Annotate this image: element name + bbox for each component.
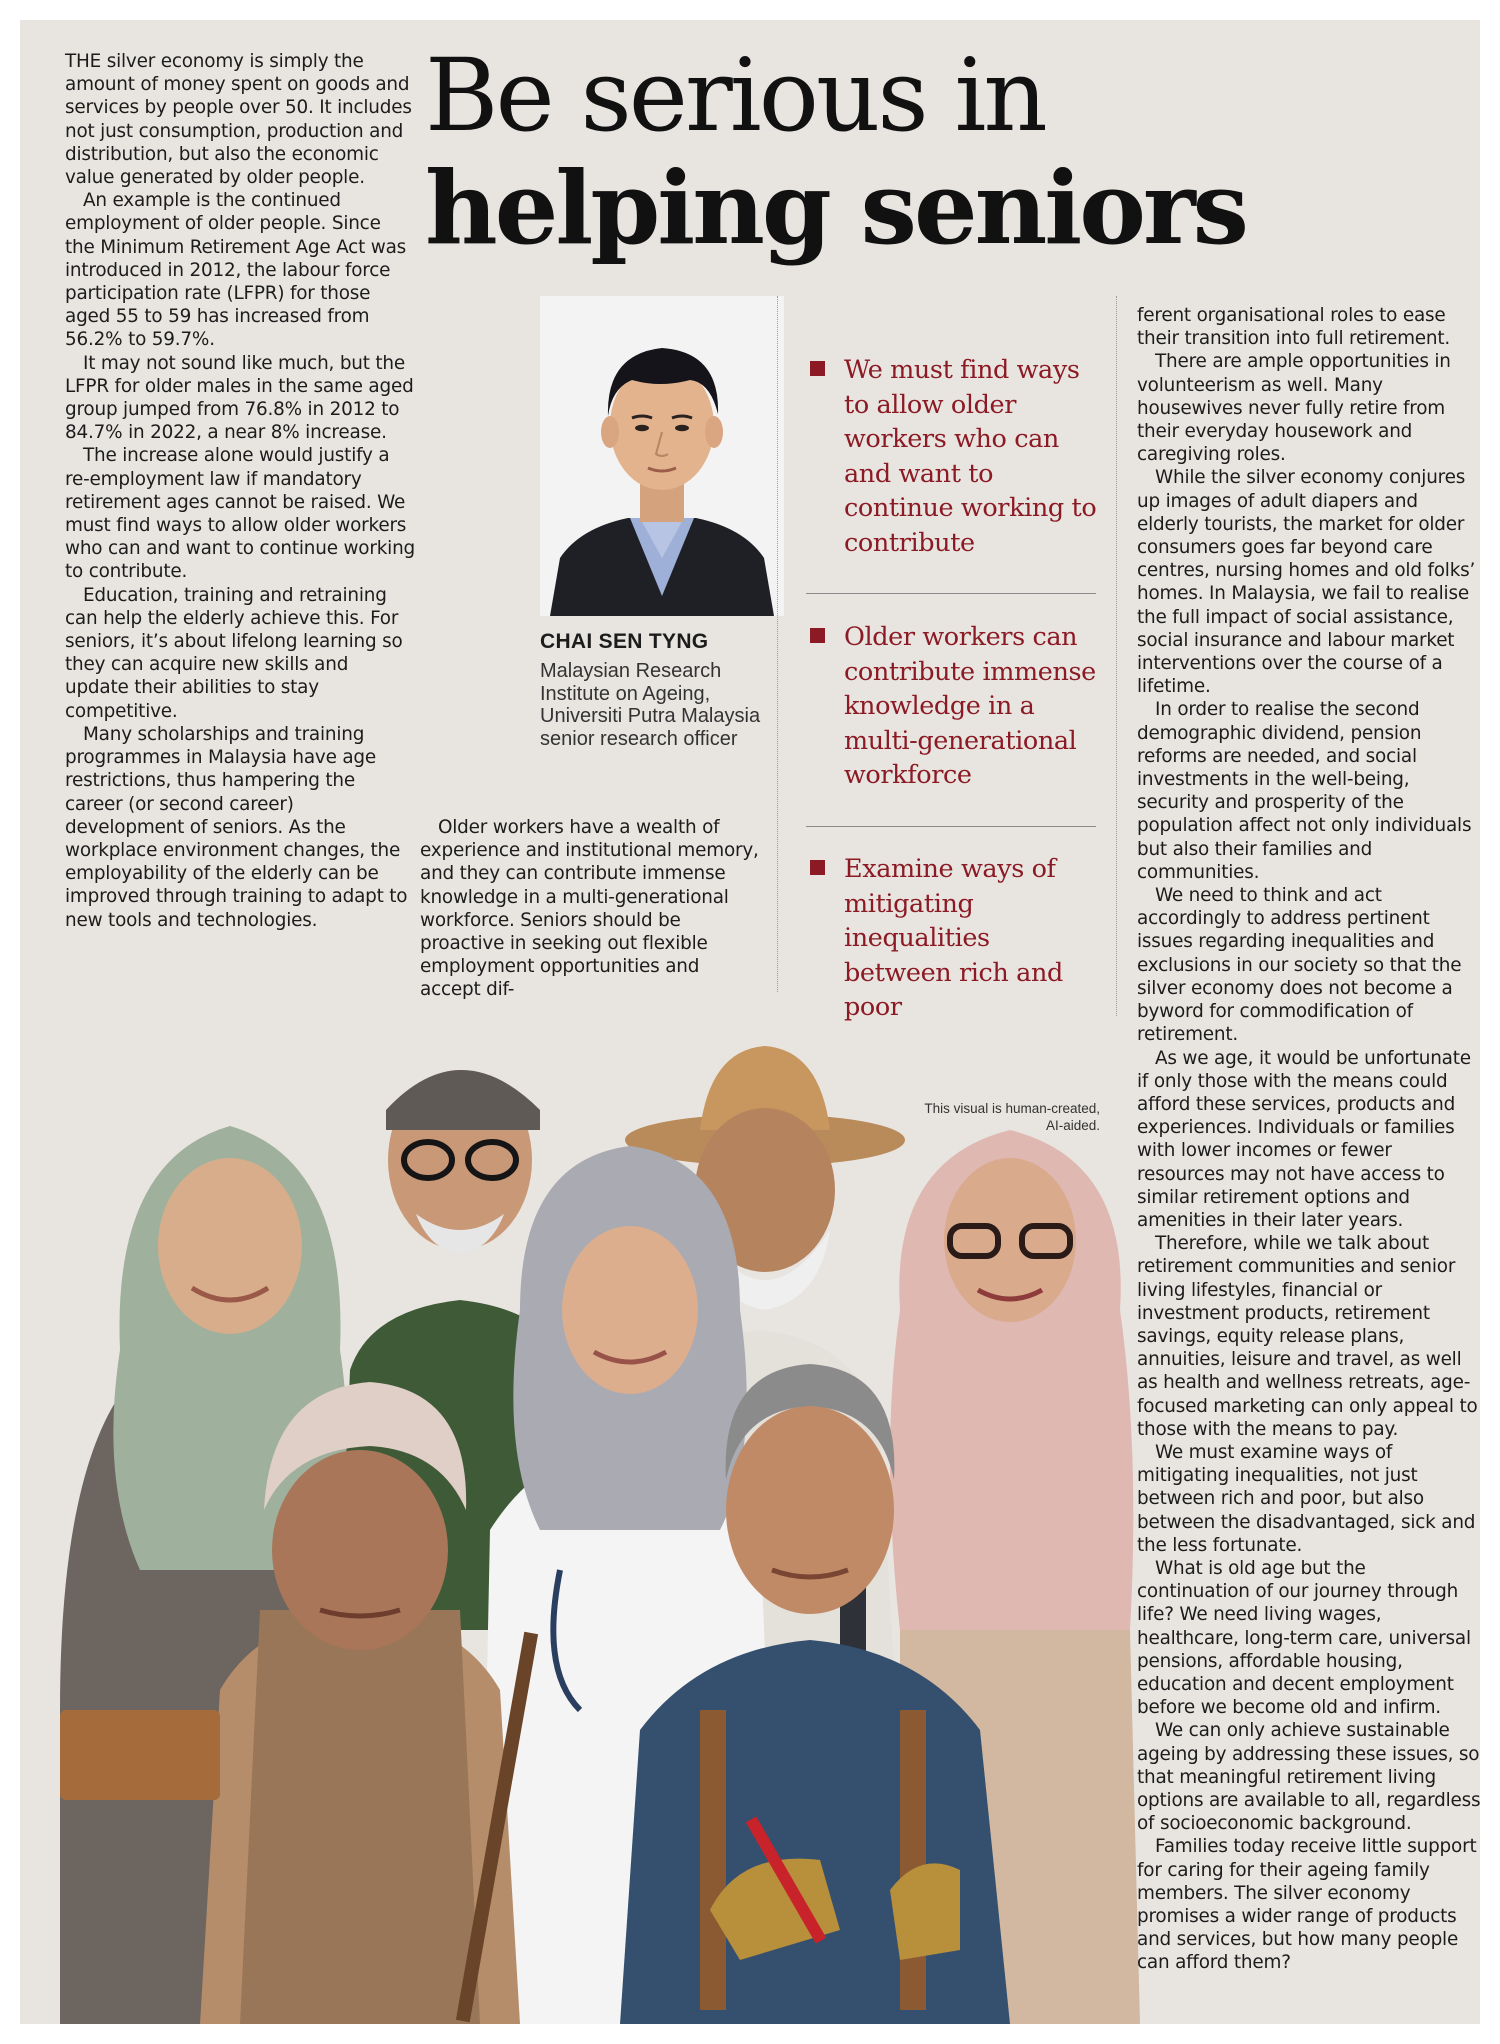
pullquote — [810, 852, 1100, 1025]
headline-line-1: Be serious in — [425, 37, 1045, 154]
paragraph: Older workers have a wealth of experience and institutional memory, and they can contribute immense knowledge in a multi-generational workforce. Seniors should be proactive in seeking out flexible employment opportunities and accept dif- — [420, 817, 759, 1001]
paragraph: Therefore, while we talk about retirement communities and senior living lifestyles, financial or investment products, retirement savings, equity release plans, annuities, leisure and travel, as well as health and wellness retreats, age-focused marketing can only appeal to those with the means to pay. — [1137, 1233, 1478, 1440]
paragraph: We must examine ways of mitigating inequalities, not just between rich and poor, but also between the disadvantaged, sick and the less fortunate. — [1137, 1441, 1476, 1556]
paragraph: In order to realise the second demographic dividend, pension reforms are needed, and social investments in the well-being, security and prosperity of the population affect not only individuals but also their families and communities. — [1137, 699, 1472, 883]
author-photo — [540, 296, 784, 616]
paragraph: ferent organisational roles to ease their transition into full retirement. — [1137, 305, 1451, 350]
paragraph: THE silver economy is simply the amount of money spent on goods and services by people over 50. It includes not just consumption, production and distribution, but also the economic value generated by older people. — [65, 51, 412, 189]
paragraph: Many scholarships and training programmes in Malaysia have age restrictions, thus hampering the career (or second career) development of seniors. As the workplace environment changes, the employability of the elderly can be improved through training to adapt to new tools and technologies. — [65, 723, 408, 931]
article-column-1 — [65, 50, 415, 932]
headline — [425, 37, 1325, 267]
illustration-caption: This visual is human-created, AI-aided. — [924, 1101, 1100, 1133]
pullquote-divider — [806, 593, 1096, 594]
paragraph: The increase alone would justify a re-employment law if mandatory retirement ages cannot be raised. We must find ways to allow older workers who can and want to continue working to contribute. — [65, 445, 416, 583]
article-column-2 — [420, 816, 765, 1002]
pullquote-divider — [806, 826, 1096, 827]
seniors-illustration — [20, 1010, 1140, 2024]
author-description: Malaysian Research Institute on Ageing, Universiti Putra Malaysia senior research officer — [540, 660, 761, 750]
paragraph: An example is the continued employment of older people. Since the Minimum Retirement Age Act was introduced in 2012, the labour force participation rate (LFPR) for those aged 55 to 59 has increased from 56.2% to 59.7%. — [65, 190, 407, 351]
column-divider — [1116, 296, 1117, 1016]
paragraph: There are ample opportunities in volunteerism as well. Many housewives never fully retire from their everyday housework and caregiving roles. — [1137, 351, 1451, 466]
paragraph: Education, training and retraining can help the elderly achieve this. For seniors, it’s about lifelong learning so they can acquire new skills and update their abilities to stay competitive. — [65, 584, 403, 722]
paragraph: What is old age but the continuation of our journey through life? We need living wages, healthcare, long-term care, universal pensions, affordable housing, education and decent employment before we become old and infirm. — [1137, 1557, 1471, 1719]
article-column-4 — [1137, 304, 1480, 1975]
square-bullet-icon — [810, 628, 825, 643]
paragraph: We need to think and act accordingly to address pertinent issues regarding inequalities and exclusions in our society so that the silver economy does not become a byword for commodification of retirement. — [1137, 885, 1462, 1046]
paragraph: We can only achieve sustainable ageing by addressing these issues, so that meaningful retirement living options are available to all, regardless of socioeconomic background. — [1137, 1720, 1480, 1835]
paragraph: While the silver economy conjures up images of adult diapers and elderly tourists, the market for older consumers goes far beyond care centres, nursing homes and old folks’ homes. In Malaysia, we fail to realise the full impact of social assistance, social insurance and labour market interventions over the course of a lifetime. — [1137, 467, 1476, 698]
pullquote — [810, 353, 1100, 560]
column-divider — [777, 296, 778, 992]
pullquote-text: Examine ways of mitigating inequalities between rich and poor — [844, 854, 1063, 1022]
pullquote-text: We must find ways to allow older workers who can and want to continue working to contribute — [844, 355, 1097, 558]
author-portrait-icon — [540, 296, 784, 616]
square-bullet-icon — [810, 860, 825, 875]
author-name: CHAI SEN TYNG — [540, 630, 709, 653]
paragraph: As we age, it would be unfortunate if only those with the means could afford these services, products and experiences. Individuals or families with lower incomes or fewer resources may not have access to similar retirement options and amenities in their later years. — [1137, 1047, 1471, 1231]
headline-line-2: helping seniors — [425, 149, 1246, 267]
paragraph: It may not sound like much, but the LFPR for older males in the same aged group jumped from 76.8% in 2012 to 84.7% in 2022, a near 8% increase. — [65, 352, 414, 444]
pullquote — [810, 620, 1100, 793]
pullquote-text: Older workers can contribute immense knowledge in a multi-generational workforce — [844, 622, 1096, 790]
square-bullet-icon — [810, 361, 825, 376]
paragraph: Families today receive little support for caring for their ageing family members. The silver economy promises a wider range of products and services, but how many people can afford them? — [1137, 1836, 1477, 1974]
newspaper-page — [20, 20, 1480, 2024]
